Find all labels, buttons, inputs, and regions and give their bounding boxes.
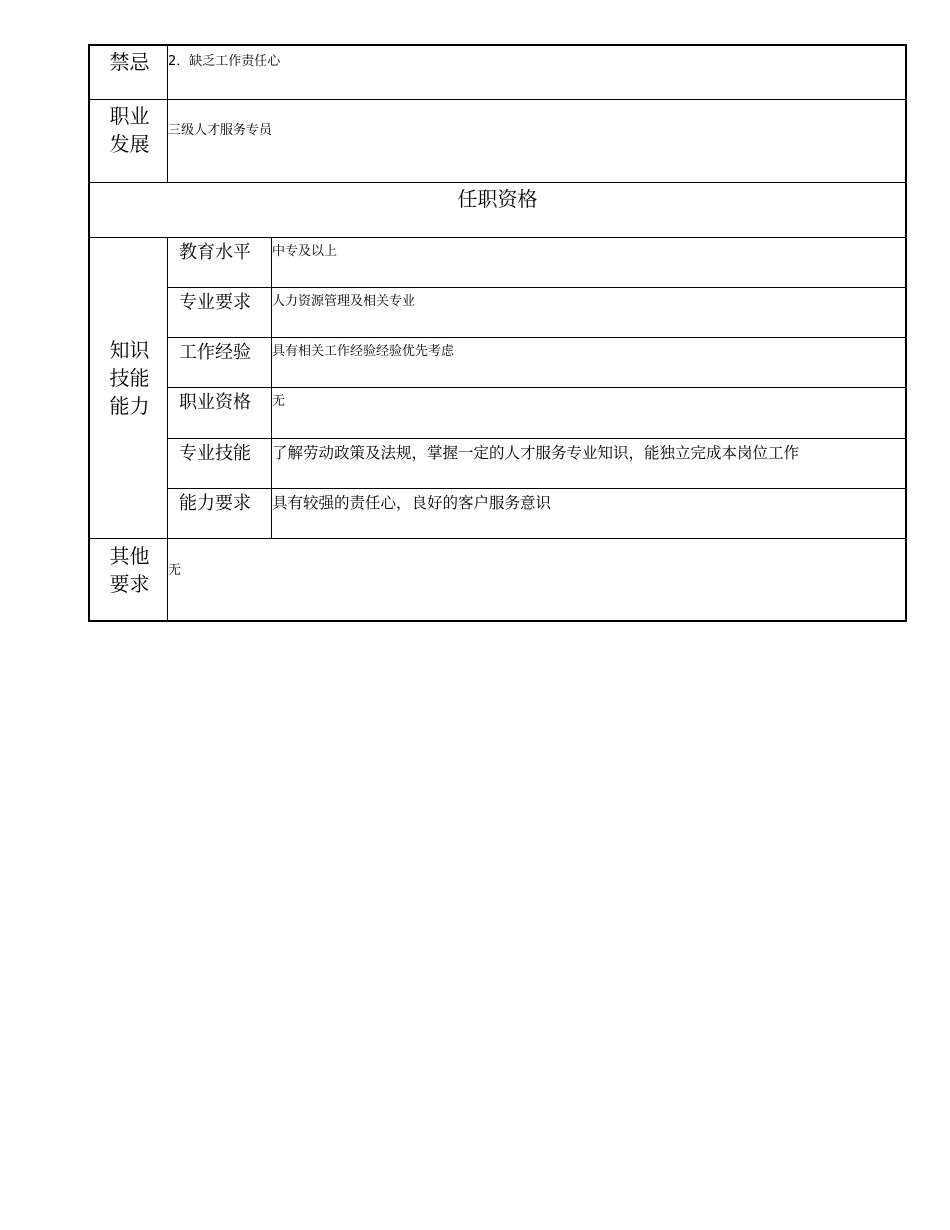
ksa-item-label: 教育水平: [179, 242, 251, 263]
job-spec-table: [88, 44, 907, 622]
row-divider: [90, 99, 905, 100]
other-label-line1: 其他: [109, 544, 150, 568]
ksa-label-line2: 技能: [109, 366, 150, 390]
ksa-item-value: 具有较强的责任心，良好的客户服务意识: [272, 494, 552, 512]
row-divider: [167, 438, 905, 439]
ksa-item-value: 人力资源管理及相关专业: [272, 294, 416, 309]
ksa-item-label: 专业要求: [179, 292, 251, 313]
ksa-item-label: 职业资格: [179, 392, 251, 413]
row-divider: [167, 287, 905, 288]
row-divider: [90, 538, 905, 539]
row-divider: [167, 488, 905, 489]
ksa-label-line1: 知识: [109, 338, 150, 362]
career-label-line2: 发展: [109, 132, 150, 156]
ksa-label-line3: 能力: [109, 394, 150, 418]
ksa-item-label: 能力要求: [179, 493, 251, 514]
taboo-label: 禁忌: [109, 50, 150, 74]
ksa-item-label: 专业技能: [179, 443, 251, 464]
career-label: [90, 102, 169, 158]
qualifications-title: 任职资格: [457, 187, 538, 211]
ksa-item-value: 中专及以上: [272, 244, 338, 259]
row-divider: [167, 387, 905, 388]
other-label-line2: 要求: [109, 572, 150, 596]
row-divider: [90, 182, 905, 183]
ksa-item-value: 无: [272, 394, 286, 409]
row-divider: [167, 337, 905, 338]
other-value: 无: [168, 563, 182, 578]
other-label: [90, 542, 169, 598]
taboo-value: 2．缺乏工作责任心: [168, 54, 281, 69]
ksa-item-label: 工作经验: [179, 342, 251, 363]
career-label-line1: 职业: [109, 104, 150, 128]
ksa-label: [90, 336, 169, 420]
ksa-item-value: 了解劳动政策及法规，掌握一定的人才服务专业知识，能独立完成本岗位工作: [272, 444, 800, 462]
row-divider: [90, 237, 905, 238]
career-value: 三级人才服务专员: [168, 123, 273, 138]
ksa-item-value: 具有相关工作经验经验优先考虑: [272, 344, 455, 359]
